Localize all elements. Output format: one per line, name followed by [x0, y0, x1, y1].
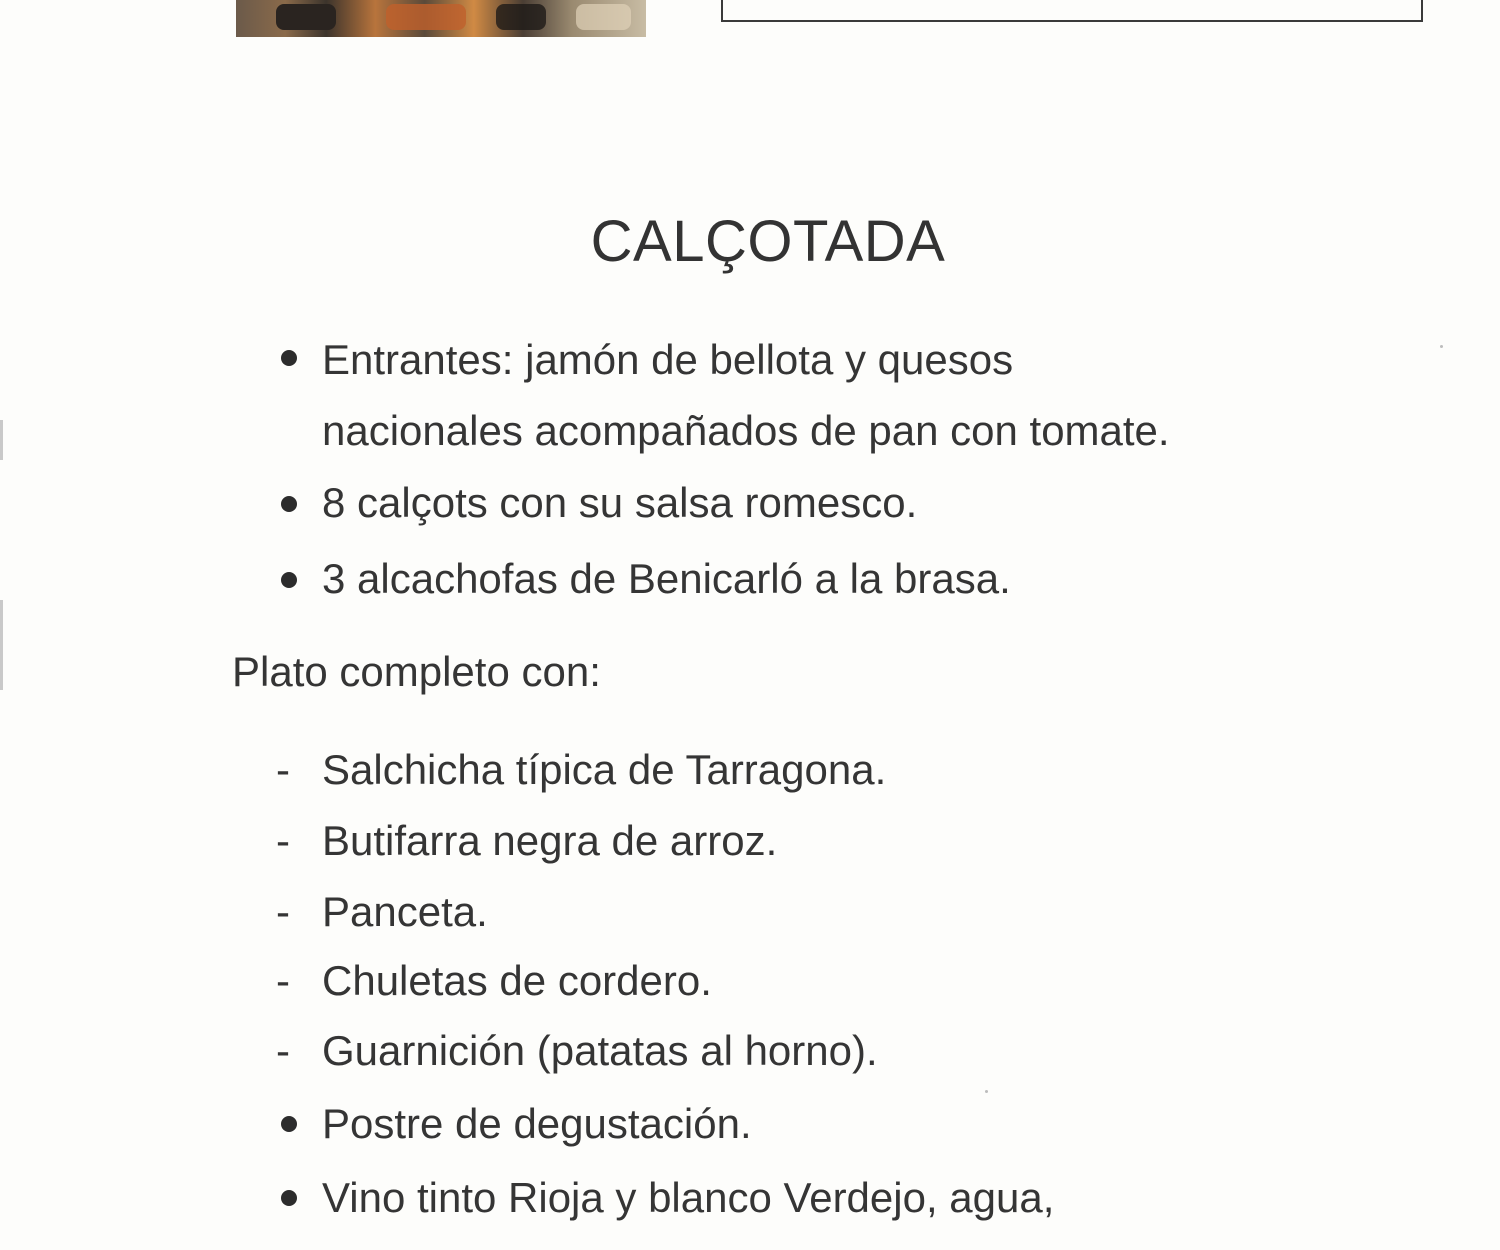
- dash-item-1: Salchicha típica de Tarragona.: [322, 746, 887, 793]
- food-photo: [236, 0, 646, 37]
- scan-speck: [1440, 345, 1443, 348]
- subheading: Plato completo con:: [232, 648, 601, 695]
- scan-speck: [985, 1090, 988, 1093]
- dash-marker: -: [276, 957, 290, 1004]
- intro-item-1-line-1: Entrantes: jamón de bellota y quesos: [322, 336, 1014, 383]
- dash-item-4: Chuletas de cordero.: [322, 957, 712, 1004]
- bullet-icon: [281, 1116, 297, 1132]
- scan-edge-mark: [0, 600, 3, 690]
- header-frame-box: [721, 0, 1423, 22]
- dash-item-2: Butifarra negra de arroz.: [322, 817, 778, 864]
- dash-item-5: Guarnición (patatas al horno).: [322, 1027, 878, 1074]
- dash-item-3: Panceta.: [322, 888, 488, 935]
- intro-item-3: 3 alcachofas de Benicarló a la brasa.: [322, 555, 1011, 602]
- closing-item-2: Vino tinto Rioja y blanco Verdejo, agua,: [322, 1174, 1055, 1221]
- bullet-icon: [281, 1190, 297, 1206]
- scan-edge-mark: [0, 420, 3, 460]
- dash-marker: -: [276, 746, 290, 793]
- dash-marker: -: [276, 817, 290, 864]
- bullet-icon: [281, 496, 297, 512]
- bullet-icon: [281, 350, 297, 366]
- dash-marker: -: [276, 888, 290, 935]
- intro-item-1-line-2: nacionales acompañados de pan con tomate.: [322, 407, 1170, 454]
- dash-marker: -: [276, 1027, 290, 1074]
- intro-item-2: 8 calçots con su salsa romesco.: [322, 479, 918, 526]
- bullet-icon: [281, 572, 297, 588]
- page-title: CALÇOTADA: [590, 209, 946, 274]
- closing-item-1: Postre de degustación.: [322, 1100, 752, 1147]
